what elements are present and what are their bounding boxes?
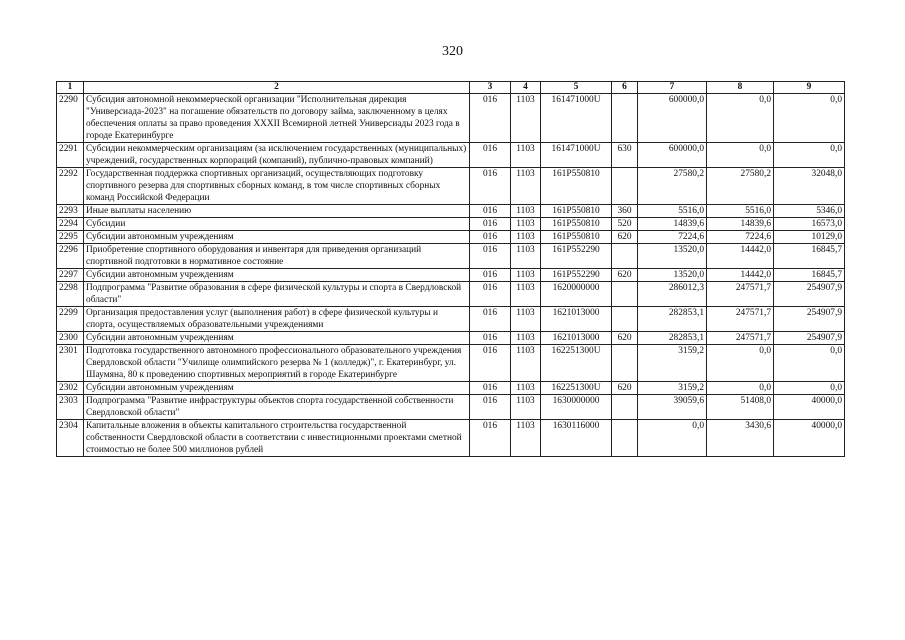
row-number: 2296 bbox=[57, 244, 84, 269]
row-amount-1: 14839,6 bbox=[638, 218, 707, 231]
row-target-code: 1620000000 bbox=[541, 282, 612, 307]
row-section-code: 1103 bbox=[511, 205, 541, 218]
row-target-code: 162251300U bbox=[541, 382, 612, 395]
row-section-code: 1103 bbox=[511, 395, 541, 420]
row-amount-3: 0,0 bbox=[774, 382, 845, 395]
row-admin-code: 016 bbox=[470, 382, 511, 395]
row-expense-type bbox=[612, 395, 638, 420]
row-amount-1: 600000,0 bbox=[638, 143, 707, 168]
table-row bbox=[57, 420, 845, 457]
row-admin-code: 016 bbox=[470, 420, 511, 457]
row-expense-type bbox=[612, 420, 638, 457]
row-amount-1: 282853,1 bbox=[638, 307, 707, 332]
row-admin-code: 016 bbox=[470, 332, 511, 345]
table-row bbox=[57, 168, 845, 205]
header-col-1: 1 bbox=[57, 82, 84, 94]
row-amount-1: 13520,0 bbox=[638, 269, 707, 282]
row-target-code: 1621013000 bbox=[541, 332, 612, 345]
header-col-6: 6 bbox=[612, 82, 638, 94]
row-expense-type: 630 bbox=[612, 143, 638, 168]
row-section-code: 1103 bbox=[511, 382, 541, 395]
row-admin-code: 016 bbox=[470, 231, 511, 244]
header-col-2: 2 bbox=[84, 82, 470, 94]
row-name: Иные выплаты населению bbox=[84, 205, 470, 218]
table-row bbox=[57, 282, 845, 307]
row-number: 2292 bbox=[57, 168, 84, 205]
table-row bbox=[57, 218, 845, 231]
row-expense-type bbox=[612, 94, 638, 143]
table-row bbox=[57, 345, 845, 382]
budget-table bbox=[56, 81, 845, 457]
row-expense-type: 620 bbox=[612, 382, 638, 395]
row-amount-1: 13520,0 bbox=[638, 244, 707, 269]
row-section-code: 1103 bbox=[511, 231, 541, 244]
row-amount-2: 247571,7 bbox=[707, 282, 774, 307]
row-number: 2290 bbox=[57, 94, 84, 143]
table-row bbox=[57, 382, 845, 395]
row-admin-code: 016 bbox=[470, 168, 511, 205]
row-number: 2295 bbox=[57, 231, 84, 244]
row-target-code: 1630116000 bbox=[541, 420, 612, 457]
row-amount-1: 3159,2 bbox=[638, 382, 707, 395]
row-number: 2299 bbox=[57, 307, 84, 332]
row-amount-2: 247571,7 bbox=[707, 307, 774, 332]
row-expense-type bbox=[612, 282, 638, 307]
row-number: 2300 bbox=[57, 332, 84, 345]
row-amount-2: 247571,7 bbox=[707, 332, 774, 345]
row-amount-2: 3430,6 bbox=[707, 420, 774, 457]
row-amount-1: 600000,0 bbox=[638, 94, 707, 143]
row-amount-3: 254907,9 bbox=[774, 307, 845, 332]
row-section-code: 1103 bbox=[511, 332, 541, 345]
row-amount-1: 27580,2 bbox=[638, 168, 707, 205]
row-section-code: 1103 bbox=[511, 244, 541, 269]
row-name: Приобретение спортивного оборудования и инвентаря для приведения организаций спортивной подготовки в нормативное состояние bbox=[84, 244, 470, 269]
row-section-code: 1103 bbox=[511, 218, 541, 231]
header-col-9: 9 bbox=[774, 82, 845, 94]
row-admin-code: 016 bbox=[470, 269, 511, 282]
header-row bbox=[57, 82, 845, 94]
page-number: 320 bbox=[442, 44, 463, 59]
table-row bbox=[57, 94, 845, 143]
row-amount-1: 282853,1 bbox=[638, 332, 707, 345]
row-amount-2: 14839,6 bbox=[707, 218, 774, 231]
row-name: Капитальные вложения в объекты капитального строительства государственной собственности Свердловской области в соответствии с инвестиционными проектами сметной стоимостью не более 500 миллионов рублей bbox=[84, 420, 470, 457]
row-target-code: 161471000U bbox=[541, 143, 612, 168]
row-section-code: 1103 bbox=[511, 282, 541, 307]
row-number: 2297 bbox=[57, 269, 84, 282]
row-name: Субсидии автономным учреждениям bbox=[84, 332, 470, 345]
table-row bbox=[57, 244, 845, 269]
row-amount-3: 10129,0 bbox=[774, 231, 845, 244]
table-row bbox=[57, 231, 845, 244]
row-expense-type: 620 bbox=[612, 231, 638, 244]
row-expense-type bbox=[612, 307, 638, 332]
row-section-code: 1103 bbox=[511, 269, 541, 282]
row-section-code: 1103 bbox=[511, 420, 541, 457]
row-expense-type: 620 bbox=[612, 269, 638, 282]
row-target-code: 161P552290 bbox=[541, 269, 612, 282]
row-admin-code: 016 bbox=[470, 282, 511, 307]
row-amount-1: 0,0 bbox=[638, 420, 707, 457]
row-number: 2293 bbox=[57, 205, 84, 218]
row-target-code: 1621013000 bbox=[541, 307, 612, 332]
row-section-code: 1103 bbox=[511, 307, 541, 332]
row-number: 2298 bbox=[57, 282, 84, 307]
table-row bbox=[57, 395, 845, 420]
row-expense-type: 520 bbox=[612, 218, 638, 231]
row-amount-3: 16845,7 bbox=[774, 269, 845, 282]
row-expense-type bbox=[612, 168, 638, 205]
row-amount-1: 3159,2 bbox=[638, 345, 707, 382]
row-target-code: 161471000U bbox=[541, 94, 612, 143]
header-col-5: 5 bbox=[541, 82, 612, 94]
row-amount-2: 27580,2 bbox=[707, 168, 774, 205]
row-admin-code: 016 bbox=[470, 218, 511, 231]
row-amount-2: 14442,0 bbox=[707, 244, 774, 269]
row-expense-type bbox=[612, 345, 638, 382]
row-name: Субсидии bbox=[84, 218, 470, 231]
table-row bbox=[57, 307, 845, 332]
row-name: Подпрограмма "Развитие инфраструктуры объектов спорта государственной собственности Свердловской области" bbox=[84, 395, 470, 420]
row-expense-type bbox=[612, 244, 638, 269]
row-amount-3: 16573,0 bbox=[774, 218, 845, 231]
row-amount-3: 32048,0 bbox=[774, 168, 845, 205]
row-amount-1: 7224,6 bbox=[638, 231, 707, 244]
row-expense-type: 620 bbox=[612, 332, 638, 345]
row-number: 2291 bbox=[57, 143, 84, 168]
header-col-7: 7 bbox=[638, 82, 707, 94]
row-target-code: 161P550810 bbox=[541, 231, 612, 244]
table-row bbox=[57, 205, 845, 218]
header-col-4: 4 bbox=[511, 82, 541, 94]
row-name: Субсидии автономным учреждениям bbox=[84, 269, 470, 282]
row-amount-3: 254907,9 bbox=[774, 282, 845, 307]
row-target-code: 161P550810 bbox=[541, 205, 612, 218]
row-amount-3: 40000,0 bbox=[774, 395, 845, 420]
row-admin-code: 016 bbox=[470, 395, 511, 420]
row-amount-2: 51408,0 bbox=[707, 395, 774, 420]
row-amount-3: 254907,9 bbox=[774, 332, 845, 345]
row-amount-1: 39059,6 bbox=[638, 395, 707, 420]
row-amount-3: 0,0 bbox=[774, 94, 845, 143]
row-name: Подготовка государственного автономного профессионального образовательного учреждения Свердловской области "Училище олимпийского резерва № 1 (колледж)", г. Екатеринбург, ул. Шаумяна, 80 к проведению спортивных мероприятий в городе Екатеринбурге bbox=[84, 345, 470, 382]
row-section-code: 1103 bbox=[511, 94, 541, 143]
row-name: Субсидии автономным учреждениям bbox=[84, 382, 470, 395]
row-name: Субсидии некоммерческим организациям (за исключением государственных (муниципальных) учреждений, государственных корпораций (компаний), публично-правовых компаний) bbox=[84, 143, 470, 168]
row-amount-1: 5516,0 bbox=[638, 205, 707, 218]
row-section-code: 1103 bbox=[511, 168, 541, 205]
row-amount-3: 0,0 bbox=[774, 143, 845, 168]
table-row bbox=[57, 143, 845, 168]
row-amount-2: 14442,0 bbox=[707, 269, 774, 282]
table-row bbox=[57, 269, 845, 282]
row-amount-1: 286012,3 bbox=[638, 282, 707, 307]
table-row bbox=[57, 332, 845, 345]
row-amount-2: 0,0 bbox=[707, 143, 774, 168]
row-number: 2304 bbox=[57, 420, 84, 457]
row-name: Подпрограмма "Развитие образования в сфере физической культуры и спорта в Свердловской области" bbox=[84, 282, 470, 307]
header-col-3: 3 bbox=[470, 82, 511, 94]
row-target-code: 161P550810 bbox=[541, 168, 612, 205]
row-admin-code: 016 bbox=[470, 205, 511, 218]
row-admin-code: 016 bbox=[470, 244, 511, 269]
row-admin-code: 016 bbox=[470, 143, 511, 168]
row-number: 2301 bbox=[57, 345, 84, 382]
row-amount-2: 7224,6 bbox=[707, 231, 774, 244]
row-target-code: 161P550810 bbox=[541, 218, 612, 231]
row-amount-3: 5346,0 bbox=[774, 205, 845, 218]
row-amount-3: 0,0 bbox=[774, 345, 845, 382]
row-amount-3: 16845,7 bbox=[774, 244, 845, 269]
row-target-code: 161P552290 bbox=[541, 244, 612, 269]
row-target-code: 162251300U bbox=[541, 345, 612, 382]
row-name: Субсидии автономным учреждениям bbox=[84, 231, 470, 244]
row-name: Организация предоставления услуг (выполнения работ) в сфере физической культуры и спорта, осуществляемых образовательными учреждениями bbox=[84, 307, 470, 332]
row-target-code: 1630000000 bbox=[541, 395, 612, 420]
header-col-8: 8 bbox=[707, 82, 774, 94]
row-amount-3: 40000,0 bbox=[774, 420, 845, 457]
row-expense-type: 360 bbox=[612, 205, 638, 218]
row-number: 2303 bbox=[57, 395, 84, 420]
row-name: Государственная поддержка спортивных организаций, осуществляющих подготовку спортивного резерва для спортивных сборных команд, в том числе спортивных сборных команд Российской Федерации bbox=[84, 168, 470, 205]
row-admin-code: 016 bbox=[470, 345, 511, 382]
row-name: Субсидия автономной некоммерческой организации "Исполнительная дирекция "Универсиада-2023" на погашение обязательств по договору займа, заключенному в целях обеспечения оплаты за право проведения XXXII Всемирной летней Универсиады 2023 года в городе Екатеринбурге bbox=[84, 94, 470, 143]
row-amount-2: 5516,0 bbox=[707, 205, 774, 218]
row-amount-2: 0,0 bbox=[707, 94, 774, 143]
row-admin-code: 016 bbox=[470, 307, 511, 332]
row-number: 2294 bbox=[57, 218, 84, 231]
row-amount-2: 0,0 bbox=[707, 345, 774, 382]
row-number: 2302 bbox=[57, 382, 84, 395]
row-section-code: 1103 bbox=[511, 143, 541, 168]
row-admin-code: 016 bbox=[470, 94, 511, 143]
row-amount-2: 0,0 bbox=[707, 382, 774, 395]
row-section-code: 1103 bbox=[511, 345, 541, 382]
